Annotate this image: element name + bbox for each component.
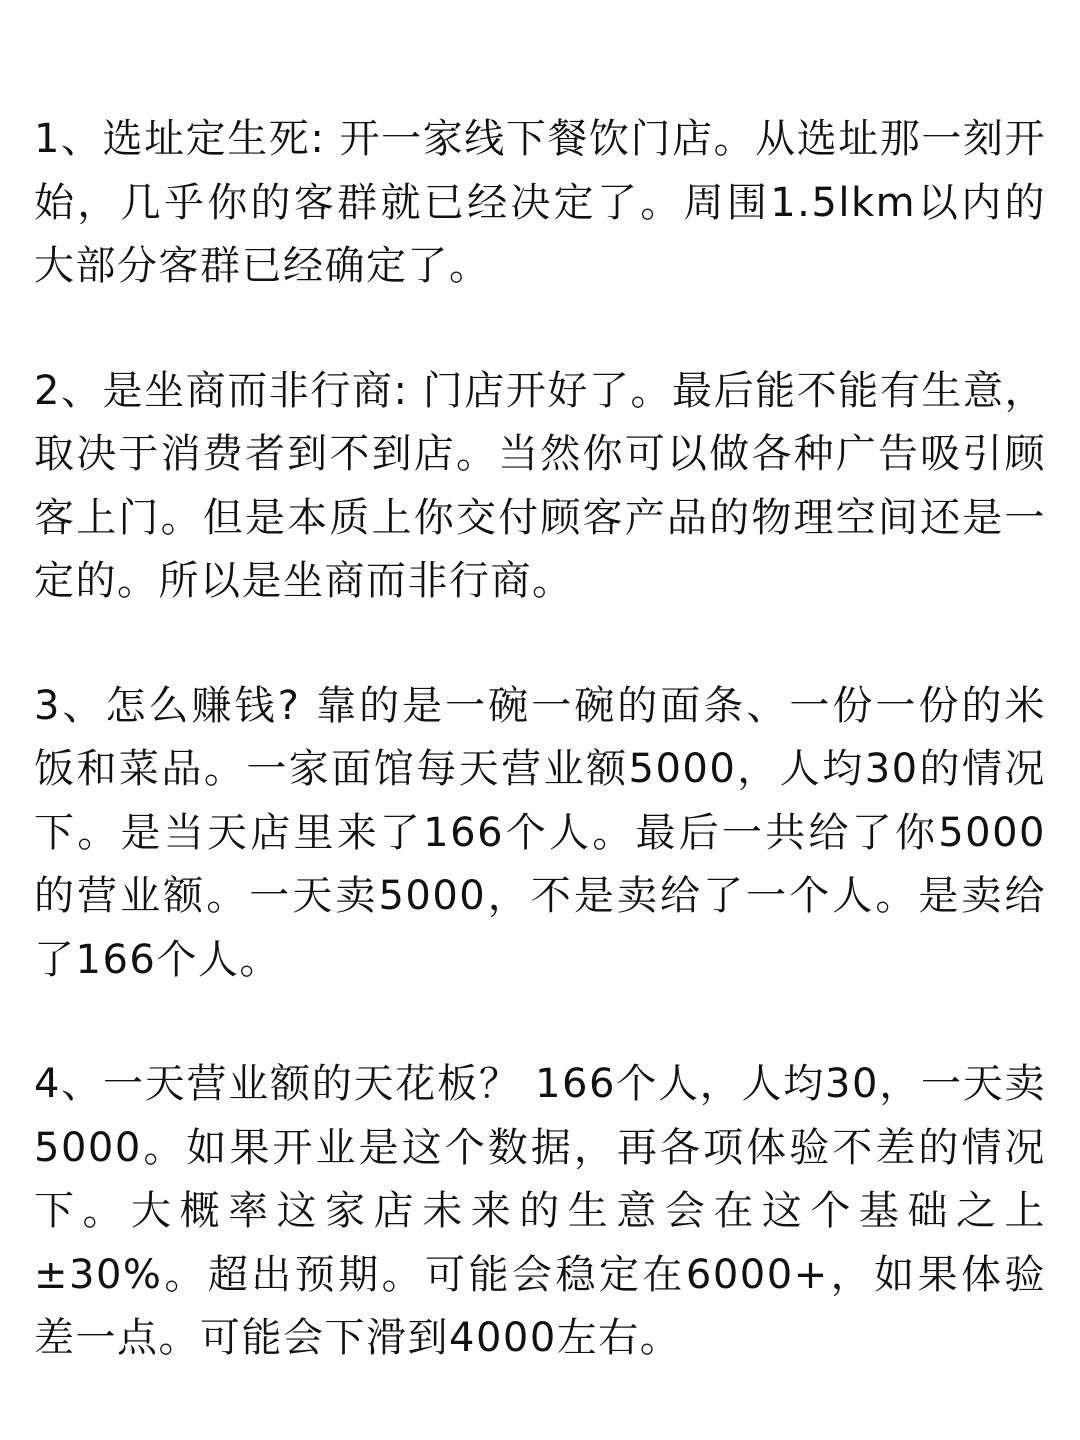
paragraph-revenue-ceiling: 4、一天营业额的天花板？ 166个人，人均30，一天卖5000。如果开业是这个数据，再各项体验不差的情况下。大概率这家店未来的生意会在这个基础之上±30%。超出预期。可能会稳定在6000+，如果体验差一点。可能会下滑到4000左右。 [34,1061,1046,1361]
paragraph-sitting-merchant: 2、是坐商而非行商: 门店开好了。最后能不能有生意，取决于消费者到不到店。当然你可以做各种广告吸引顾客上门。但是本质上你交付顾客产品的物理空间还是一定的。所以是坐商而非行商。 [34,367,1046,604]
article-body [34,108,1046,1371]
paragraph-location: 1、选址定生死: 开一家线下餐饮门店。从选址那一刻开始，几乎你的客群就已经决定了。周围1.5lkm以内的大部分客群已经确定了。 [34,116,1046,289]
paragraph-how-to-earn: 3、怎么赚钱? 靠的是一碗一碗的面条、一份一份的米饭和菜品。一家面馆每天营业额5000，人均30的情况下。是当天店里来了166个人。最后一共给了你5000的营业额。一天卖5000，不是卖给了一个人。是卖给了166个人。 [34,682,1046,983]
